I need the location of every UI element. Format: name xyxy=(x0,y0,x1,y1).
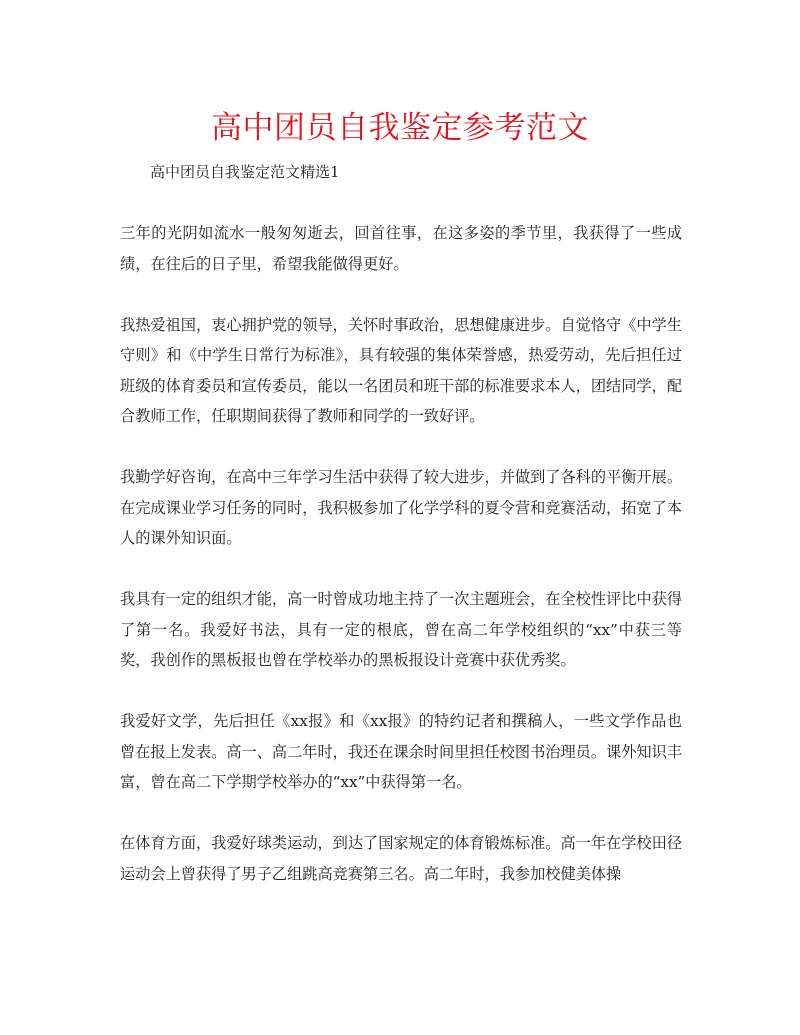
document-subtitle: 高中团员自我鉴定范文精选1 xyxy=(150,163,340,181)
paragraph: 我爱好文学，先后担任《xx报》和《xx报》的特约记者和撰稿人，一些文学作品也曾在报上发表。高一、高二年时，我还在课余时间里担任校图书治理员。课外知识丰富，曾在高二下学期学校举办的“xx”中获得第一名。 xyxy=(120,712,682,791)
document-body xyxy=(120,218,682,920)
paragraph: 三年的光阴如流水一般匆匆逝去，回首往事，在这多姿的季节里，我获得了一些成绩，在往后的日子里，希望我能做得更好。 xyxy=(120,224,682,273)
paragraph: 我勤学好咨询，在高中三年学习生活中获得了较大进步，并做到了各科的平衡开展。在完成课业学习任务的同时，我积极参加了化学学科的夏令营和竞赛活动，拓宽了本人的课外知识面。 xyxy=(120,468,682,547)
document-title: 高中团员自我鉴定参考范文 xyxy=(211,110,589,146)
paragraph: 在体育方面，我爱好球类运动，到达了国家规定的体育锻炼标准。高一年在学校田径运动会上曾获得了男子乙组跳高竞赛第三名。高二年时，我参加校健美体操 xyxy=(120,834,682,883)
paragraph: 我热爱祖国，衷心拥护党的领导，关怀时事政治，思想健康进步。自觉恪守《中学生守则》和《中学生日常行为标准》，具有较强的集体荣誉感，热爱劳动，先后担任过班级的体育委员和宣传委员，能以一名团员和班干部的标准要求本人，团结同学，配合教师工作，任职期间获得了教师和同学的一致好评。 xyxy=(120,315,682,425)
paragraph: 我具有一定的组织才能，高一时曾成功地主持了一次主题班会，在全校性评比中获得了第一名。我爱好书法，具有一定的根底，曾在高二年学校组织的“xx”中获三等奖，我创作的黑板报也曾在学校举办的黑板报设计竞赛中获优秀奖。 xyxy=(120,590,682,669)
